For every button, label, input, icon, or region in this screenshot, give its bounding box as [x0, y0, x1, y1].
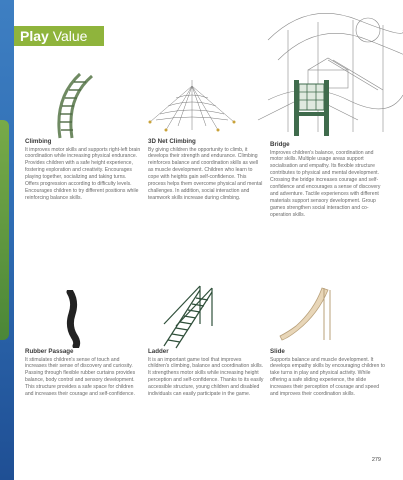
product-description: Supports balance and muscle development. It develops empathy skills by encouraging children to take turns in play and physical activity. While offering a safe sliding experience, the slide increases their perception of courage and speed and improves their coordination skills. — [270, 356, 385, 398]
product-description: It is an important game tool that improves children's climbing, balance and coordination skills. It strengthens motor skills while increasing height perception and self-confidence. Thanks to its easily accessible structure, young children and disabled individuals can easily participate in the game. — [148, 356, 264, 398]
product-title: Slide — [270, 348, 285, 355]
decorative-side-shape — [0, 120, 9, 340]
product-card-ladder — [148, 348, 264, 398]
product-card-rubber-passage — [25, 348, 141, 398]
ladder-image — [160, 284, 220, 350]
slide-image — [278, 284, 338, 344]
page-title — [20, 27, 87, 45]
product-title: Ladder — [148, 348, 169, 355]
rubber-passage-image — [60, 290, 88, 348]
climbing-wall-image — [52, 68, 96, 140]
product-card-slide — [270, 348, 386, 398]
page-title-strong: Play — [20, 28, 49, 44]
product-title: Rubber Passage — [25, 348, 74, 355]
product-card-3d-net-climbing — [148, 138, 264, 202]
product-description: It stimulates children's sense of touch and increases their sense of discovery and curiosity. Passing through flexible rubber curtains provides balance, body control and sensory development. This structure provides a safe space for children and increases their courage and self-confidence. — [25, 356, 136, 398]
product-card-climbing — [25, 138, 141, 202]
product-card-bridge — [270, 141, 386, 219]
bridge-image — [290, 78, 334, 138]
product-description: It improves motor skills and supports right-left brain coordination while increasing physical endurance. Provides children with a safe height experience, fostering exploration and creativity. Encourages playing together, socializing and taking turns. Offers progression according to difficulty levels. Encourages children to try different positions while reinforcing balance skills. — [25, 146, 141, 201]
net-climbing-image — [148, 76, 236, 134]
page-number: 279 — [371, 457, 381, 463]
page-title-rest: Value — [48, 28, 88, 44]
product-description: By giving children the opportunity to climb, it develops their strength and endurance. Climbing reinforces balance and coordination skills as well as muscle development. Children who learn to cope with heights gain self-confidence. This process helps them overcome physical and mental challenges. In addition, social interaction and teamwork skills increase during climbing. — [148, 146, 263, 201]
product-title: Climbing — [25, 138, 52, 145]
product-title: 3D Net Climbing — [148, 138, 196, 145]
product-description: Improves children's balance, coordination and motor skills. Multiple usage areas support socialisation and empathy. Its flexible structure contributes to physical and mental development. Crossing the bridge increases courage and self-confidence and encourages a sense of discovery and adventure. Tactile experiences with different materials support sensory development. Group games strengthen social interaction and co-operation skills. — [270, 149, 381, 218]
product-title: Bridge — [270, 141, 290, 148]
